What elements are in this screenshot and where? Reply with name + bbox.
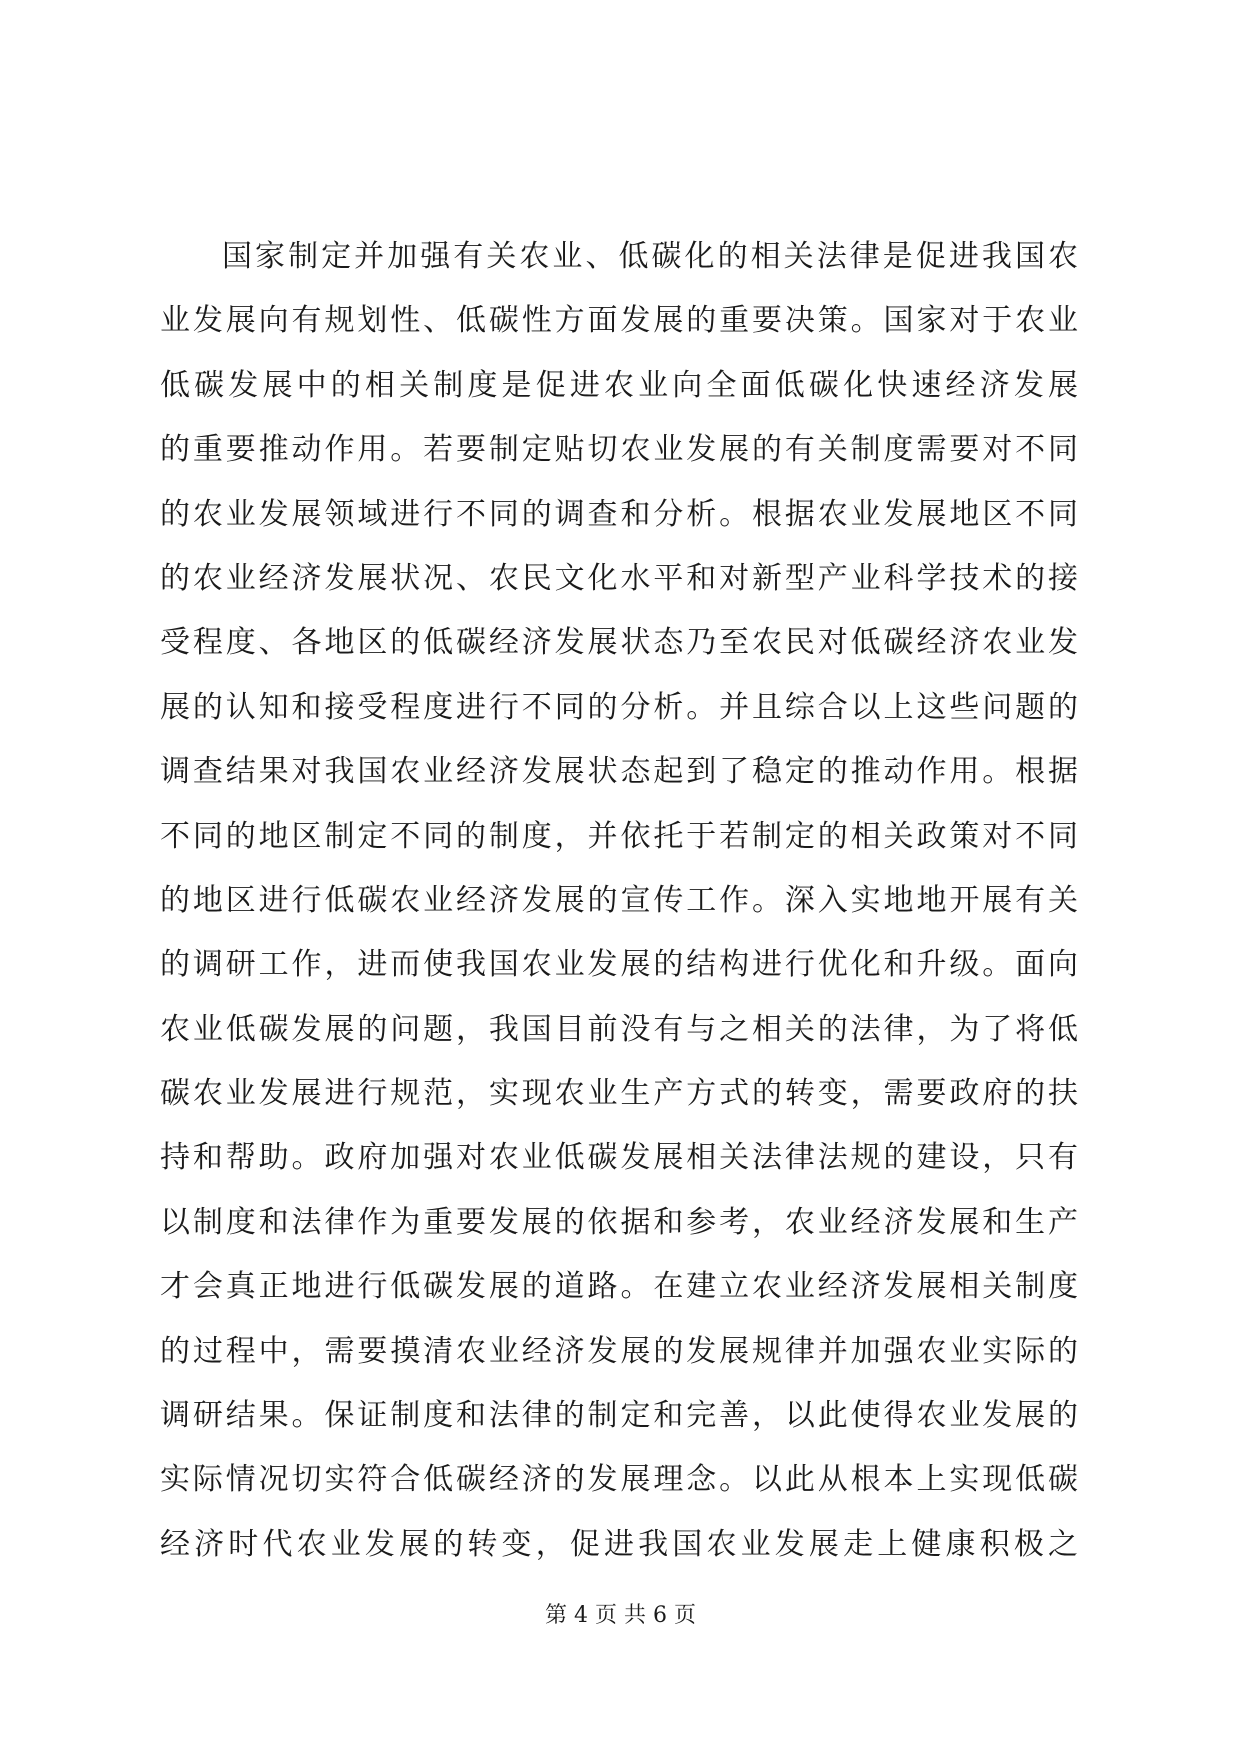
paragraph-line: 调研结果。保证制度和法律的制定和完善，以此使得农业发展的 bbox=[160, 1398, 1080, 1434]
paragraph-line: 的地区进行低碳农业经济发展的宣传工作。深入实地地开展有关 bbox=[160, 882, 1080, 918]
paragraph-line: 受程度、各地区的低碳经济发展状态乃至农民对低碳经济农业发 bbox=[160, 625, 1080, 661]
paragraph-line: 国家制定并加强有关农业、低碳化的相关法律是促进我国农 bbox=[222, 239, 1080, 274]
paragraph-line: 调查结果对我国农业经济发展状态起到了稳定的推动作用。根据 bbox=[160, 754, 1080, 790]
paragraph-line: 实际情况切实符合低碳经济的发展理念。以此从根本上实现低碳 bbox=[160, 1462, 1080, 1498]
page-number-footer: 第 4 页 共 6 页 bbox=[545, 1603, 696, 1628]
paragraph-line: 以制度和法律作为重要发展的依据和参考，农业经济发展和生产 bbox=[160, 1204, 1080, 1240]
paragraph-line: 碳农业发展进行规范，实现农业生产方式的转变，需要政府的扶 bbox=[160, 1076, 1080, 1112]
paragraph-line: 低碳发展中的相关制度是促进农业向全面低碳化快速经济发展 bbox=[160, 367, 1080, 403]
paragraph-line: 展的认知和接受程度进行不同的分析。并且综合以上这些问题的 bbox=[160, 689, 1080, 725]
paragraph-line: 的重要推动作用。若要制定贴切农业发展的有关制度需要对不同 bbox=[160, 432, 1080, 468]
paragraph-line: 业发展向有规划性、低碳性方面发展的重要决策。国家对于农业 bbox=[160, 303, 1080, 339]
paragraph-line: 的农业经济发展状况、农民文化水平和对新型产业科学技术的接 bbox=[160, 560, 1080, 596]
paragraph-line: 农业低碳发展的问题，我国目前没有与之相关的法律，为了将低 bbox=[160, 1011, 1080, 1047]
body-paragraph bbox=[160, 225, 1080, 1577]
paragraph-line: 的农业发展领域进行不同的调查和分析。根据农业发展地区不同 bbox=[160, 496, 1080, 532]
paragraph-line: 的调研工作，进而使我国农业发展的结构进行优化和升级。面向 bbox=[160, 947, 1080, 983]
paragraph-line: 的过程中，需要摸清农业经济发展的发展规律并加强农业实际的 bbox=[160, 1333, 1080, 1369]
paragraph-line: 经济时代农业发展的转变，促进我国农业发展走上健康积极之 bbox=[160, 1526, 1080, 1562]
paragraph-line: 持和帮助。政府加强对农业低碳发展相关法律法规的建设，只有 bbox=[160, 1140, 1080, 1176]
paragraph-line: 不同的地区制定不同的制度，并依托于若制定的相关政策对不同 bbox=[160, 818, 1080, 854]
paragraph-line: 才会真正地进行低碳发展的道路。在建立农业经济发展相关制度 bbox=[160, 1269, 1080, 1305]
